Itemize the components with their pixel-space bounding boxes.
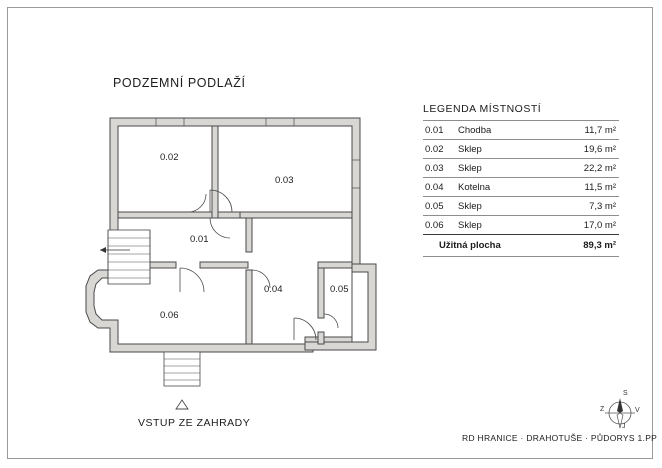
legend-table <box>423 120 619 257</box>
interior-wall-h4 <box>200 262 248 268</box>
room-label-0-01: 0.01 <box>190 234 209 245</box>
room-number: 0.01 <box>423 121 456 140</box>
table-row <box>423 178 619 197</box>
compass-rose <box>597 390 643 436</box>
interior-wall-v1 <box>212 126 218 218</box>
interior-wall-h1 <box>118 212 240 218</box>
room-area: 19,6 m² <box>545 140 619 159</box>
table-row <box>423 140 619 159</box>
room-name: Kotelna <box>456 178 545 197</box>
interior-wall-v5 <box>318 332 324 344</box>
room-name: Chodba <box>456 121 545 140</box>
table-row <box>423 121 619 140</box>
room-name: Sklep <box>456 140 545 159</box>
compass-east: V <box>635 407 640 414</box>
room-label-0-03: 0.03 <box>275 175 294 186</box>
room-area: 11,5 m² <box>545 178 619 197</box>
total-label: Užitná plocha <box>423 235 545 257</box>
drawing-footer: RD HRANICE · DRAHOTUŠE · PŮDORYS 1.PP <box>462 433 658 443</box>
garden-stairs <box>164 352 200 386</box>
room-label-0-04: 0.04 <box>264 284 283 295</box>
total-area: 89,3 m² <box>545 235 619 257</box>
room-name: Sklep <box>456 216 545 235</box>
floor-plan-svg <box>60 100 390 410</box>
interior-wall-h5 <box>318 262 352 268</box>
room-name: Sklep <box>456 197 545 216</box>
walls-group <box>86 118 376 409</box>
legend-title: LEGENDA MÍSTNOSTÍ <box>423 103 542 115</box>
table-row <box>423 216 619 235</box>
entry-marker <box>176 400 188 409</box>
room-number: 0.05 <box>423 197 456 216</box>
room-area: 17,0 m² <box>545 216 619 235</box>
room-label-0-02: 0.02 <box>160 152 179 163</box>
interior-wall-h2 <box>240 212 352 218</box>
floor-plan <box>60 100 390 410</box>
room-number: 0.06 <box>423 216 456 235</box>
table-row <box>423 197 619 216</box>
room-area: 7,3 m² <box>545 197 619 216</box>
compass-north: S <box>623 390 628 397</box>
interior-wall-v4 <box>318 268 324 318</box>
room-number: 0.04 <box>423 178 456 197</box>
compass-south: J <box>622 423 626 430</box>
room-label-0-05: 0.05 <box>330 284 349 295</box>
window-marks <box>156 118 360 188</box>
interior-wall-v3 <box>246 270 252 344</box>
page-title: PODZEMNÍ PODLAŽÍ <box>113 76 246 90</box>
legend-panel <box>423 103 619 257</box>
entry-caption: VSTUP ZE ZAHRADY <box>138 417 251 429</box>
room-area: 11,7 m² <box>545 121 619 140</box>
room-label-0-06: 0.06 <box>160 310 179 321</box>
compass-west: Z <box>600 406 605 413</box>
room-number: 0.02 <box>423 140 456 159</box>
room-name: Sklep <box>456 159 545 178</box>
table-row <box>423 159 619 178</box>
interior-wall-v2 <box>246 218 252 252</box>
room-area: 22,2 m² <box>545 159 619 178</box>
legend-total-row <box>423 235 619 257</box>
room-number: 0.03 <box>423 159 456 178</box>
